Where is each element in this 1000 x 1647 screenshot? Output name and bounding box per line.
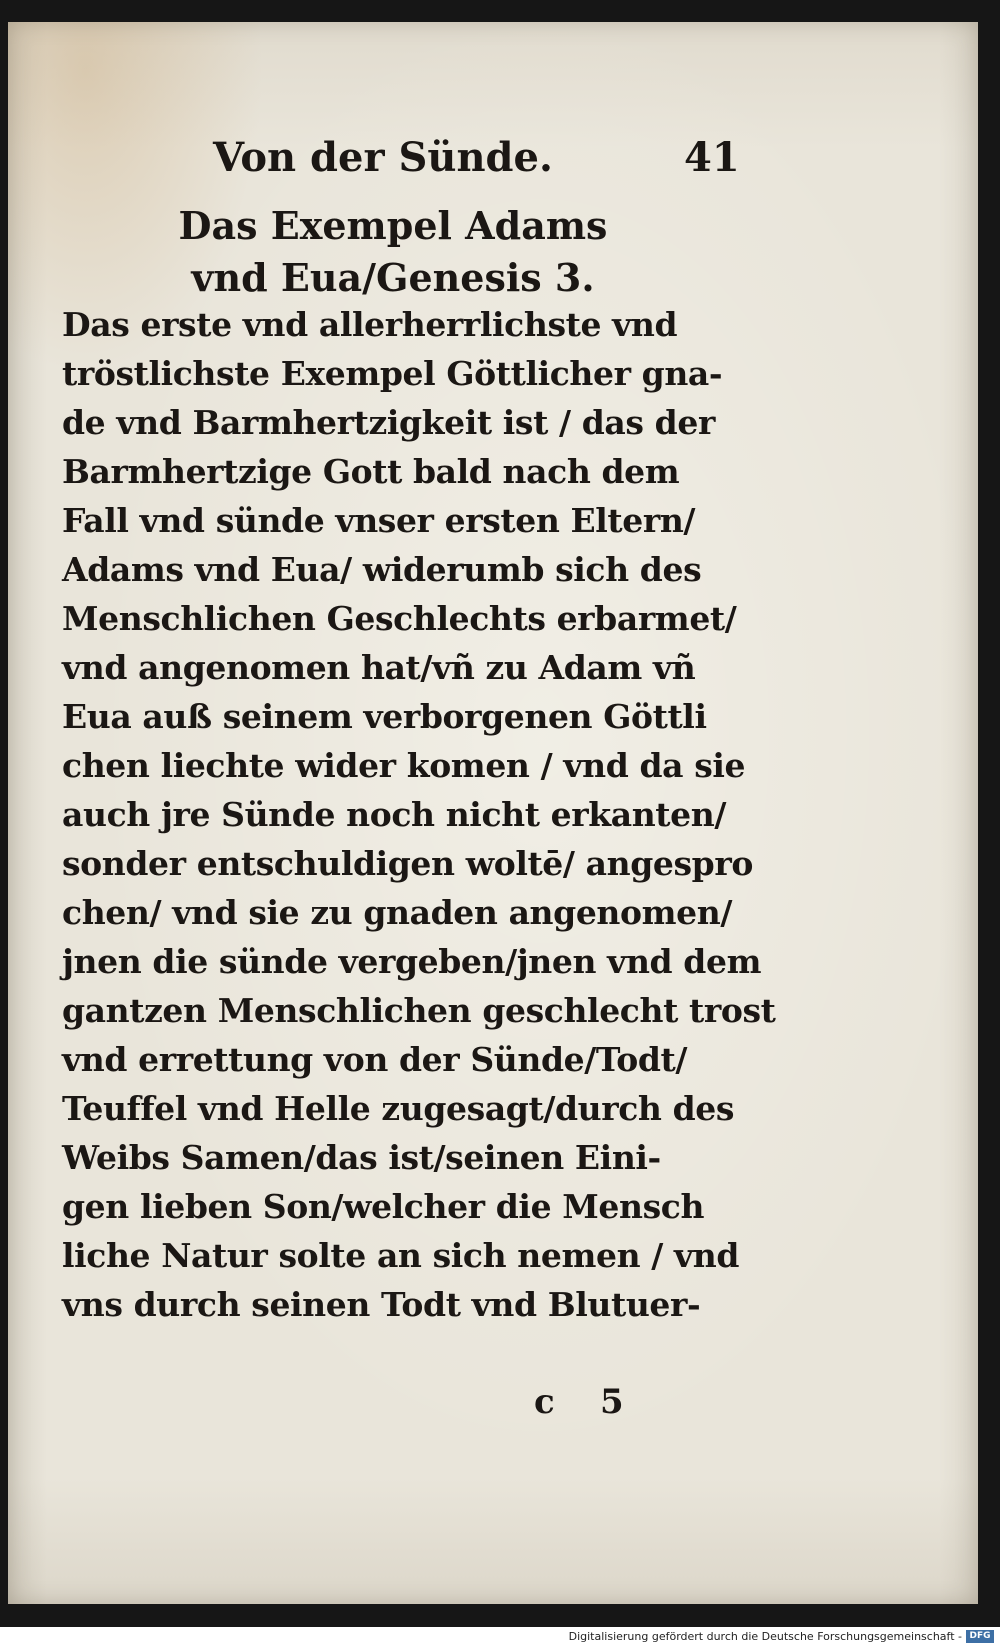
body-line-15: gantzen Menschlichen geschlecht trost <box>62 991 776 1030</box>
body-line-3: de vnd Barmhertzigkeit ist / das der <box>62 403 715 442</box>
body-line-16: vnd errettung von der Sünde/Todt/ <box>62 1040 688 1079</box>
signature-mark-letter: c <box>534 1382 555 1422</box>
body-line-11: auch jre Sünde noch nicht erkanten/ <box>62 795 726 834</box>
body-line-8: vnd angenomen hat/vñ zu Adam vñ <box>62 648 696 687</box>
body-line-9: Eua auß seinem verborgenen Göttli <box>62 697 707 736</box>
running-head: Von der Sünde. <box>213 134 553 181</box>
funding-credit: Digitalisierung gefördert durch die Deutsche Forschungsgemeinschaft - <box>568 1630 962 1643</box>
body-line-2: tröstlichste Exempel Göttlicher gna- <box>62 354 723 393</box>
body-line-6: Adams vnd Eua/ widerumb sich des <box>62 550 702 589</box>
body-line-18: Weibs Samen/das ist/seinen Eini- <box>62 1138 661 1177</box>
signature-mark-number: 5 <box>600 1382 624 1422</box>
section-heading-line-2: vnd Eua/Genesis 3. <box>191 255 595 300</box>
body-line-1: Das erste vnd allerherrlichste vnd <box>62 305 678 344</box>
body-line-5: Fall vnd sünde vnser ersten Eltern/ <box>62 501 696 540</box>
body-line-13: chen/ vnd sie zu gnaden angenomen/ <box>62 893 732 932</box>
body-line-17: Teuffel vnd Helle zugesagt/durch des <box>62 1089 735 1128</box>
dfg-logo-icon: DFG <box>966 1630 994 1643</box>
body-line-20: liche Natur solte an sich nemen / vnd <box>62 1236 740 1275</box>
body-line-4: Barmhertzige Gott bald nach dem <box>62 452 680 491</box>
footer-bar <box>0 1627 1000 1647</box>
page-number: 41 <box>684 134 740 181</box>
body-line-14: jnen die sünde vergeben/jnen vnd dem <box>62 942 762 981</box>
body-line-21: vns durch seinen Todt vnd Blutuer- <box>62 1285 701 1324</box>
body-line-7: Menschlichen Geschlechts erbarmet/ <box>62 599 737 638</box>
body-line-19: gen lieben Son/welcher die Mensch <box>62 1187 705 1226</box>
body-line-10: chen liechte wider komen / vnd da sie <box>62 746 746 785</box>
section-heading-line-1: Das Exempel Adams <box>178 203 608 248</box>
book-page <box>8 22 978 1604</box>
body-line-12: sonder entschuldigen woltē/ angespro <box>62 844 753 883</box>
